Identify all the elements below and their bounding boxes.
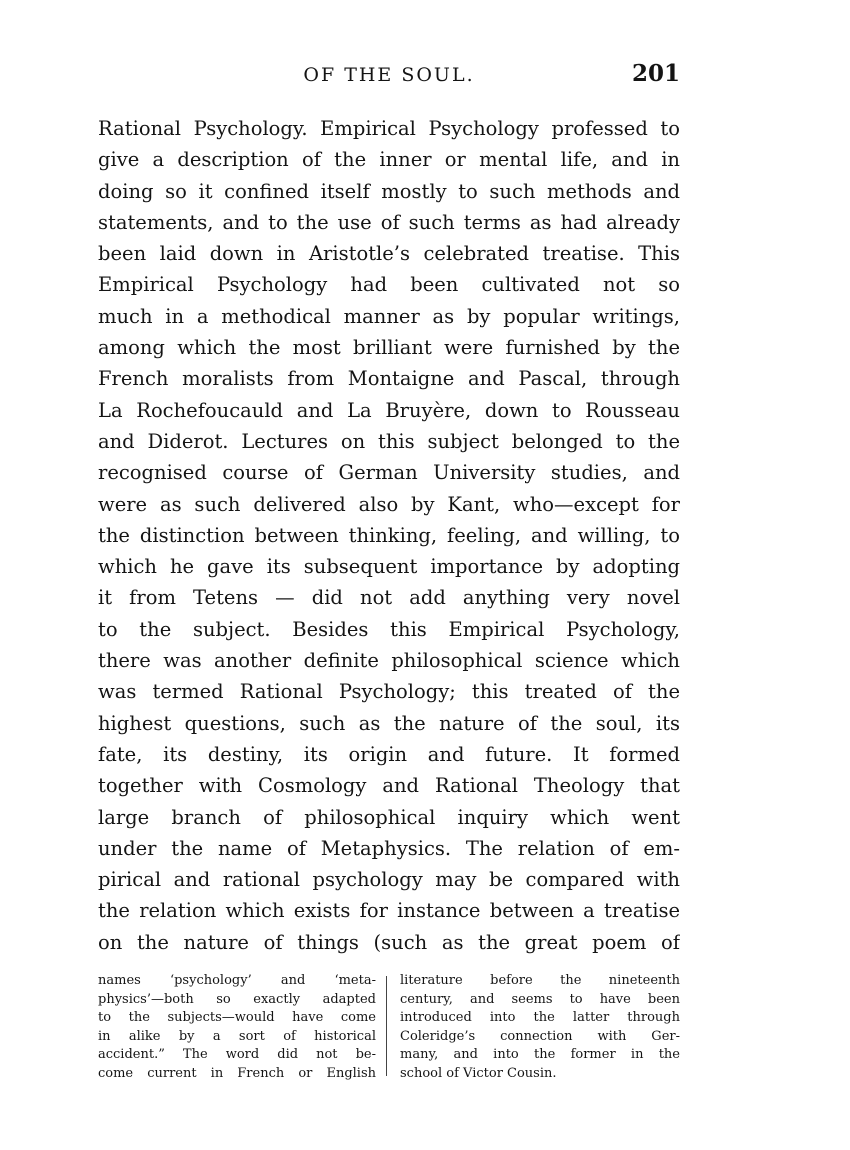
page-number: 201 [631,60,680,87]
body-line: the relation which exists for instance between a treatise [98,899,680,923]
page-header [98,60,680,92]
body-line: statements, and to the use of such terms as had already [98,210,680,234]
body-line: give a description of the inner or mental life, and in [98,148,680,172]
body-line: were as such delivered also by Kant, who—except for [98,492,680,516]
body-line: together with Cosmology and Rational Theology that [98,774,680,798]
footnote-column-divider [386,976,387,1076]
body-line: it from Tetens — did not add anything very novel [98,586,680,610]
footnote-line: in alike by a sort of historical [98,1028,376,1044]
footnote-line: school of Victor Cousin. [400,1065,557,1081]
footnote-line: Coleridge’s connection with Ger- [400,1028,680,1044]
body-line: La Rochefoucauld and La Bruyère, down to Rousseau [98,398,680,422]
footnote-line: to the subjects—would have come [98,1010,376,1025]
body-line: on the nature of things (such as the great poem of [98,930,680,954]
body-line: highest questions, such as the nature of the soul, its [98,711,680,735]
footnote-column-right [400,972,680,1084]
footnote-line: physics’—both so exactly adapted [98,991,376,1007]
body-line: there was another definite philosophical science which [98,649,680,673]
body-line: fate, its destiny, its origin and future. It formed [98,742,680,766]
footnotes [98,972,680,1084]
footnote-line: many, and into the former in the [400,1047,680,1062]
body-line: pirical and rational psychology may be compared with [98,868,680,892]
body-text [98,113,680,958]
body-line: much in a methodical manner as by popular writings, [98,304,680,328]
footnote-line: century, and seems to have been [400,991,680,1007]
body-line: which he gave its subsequent importance by adopting [98,555,680,579]
body-line: was termed Rational Psychology; this treated of the [98,680,680,704]
footnote-line: introduced into the latter through [400,1010,680,1025]
footnote-line: accident.” The word did not be- [98,1047,376,1062]
body-line: to the subject. Besides this Empirical Psychology, [98,617,680,641]
body-line: large branch of philosophical inquiry which went [98,805,680,829]
running-title: OF THE SOUL. [303,64,475,86]
body-line: French moralists from Montaigne and Pascal, through [98,367,680,391]
body-line: doing so it confined itself mostly to such methods and [98,179,680,203]
footnote-line: literature before the nineteenth [400,973,680,988]
body-line: the distinction between thinking, feeling, and willing, to [98,523,680,547]
body-line: recognised course of German University studies, and [98,461,680,485]
body-line: been laid down in Aristotle’s celebrated treatise. This [98,242,680,266]
footnote-column-left [98,972,376,1084]
body-line: among which the most brilliant were furnished by the [98,336,680,360]
body-line: Empirical Psychology had been cultivated not so [98,273,680,297]
body-line: and Diderot. Lectures on this subject belonged to the [98,429,680,453]
body-line: Rational Psychology. Empirical Psychology professed to [98,117,680,140]
footnote-line: come current in French or English [98,1065,376,1081]
body-line: under the name of Metaphysics. The relation of em- [98,836,680,860]
footnote-line: names ‘psychology’ and ‘meta- [98,973,376,988]
